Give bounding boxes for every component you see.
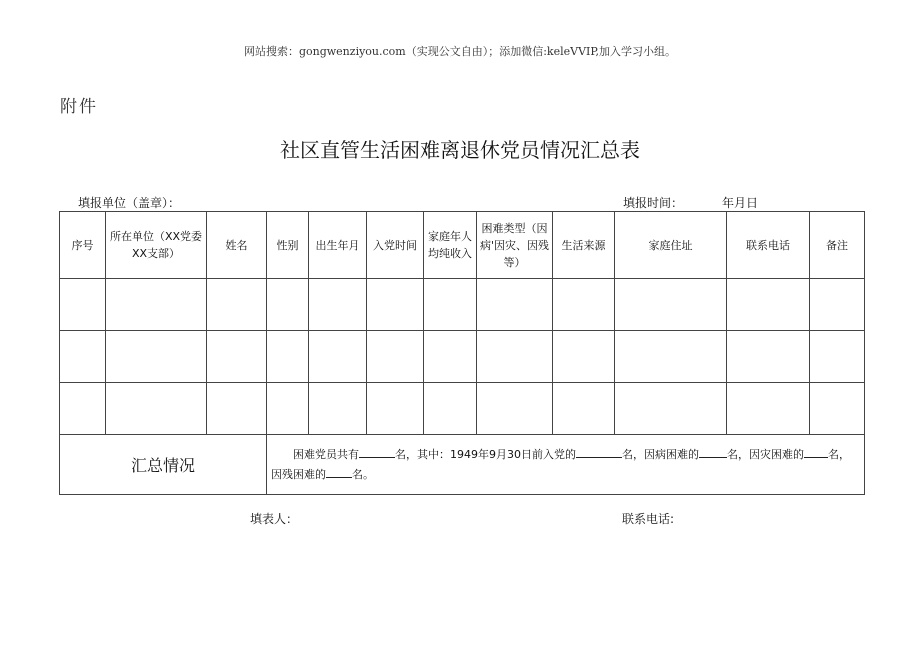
summary-part: 名，因残困难的 [271,447,850,481]
contact-phone-label: 联系电话: [622,512,675,526]
preparer-label: 填表人： [250,512,299,526]
table-cell[interactable] [553,331,615,383]
table-cell[interactable] [615,331,727,383]
table-cell[interactable] [106,383,207,435]
table-cell[interactable] [267,279,309,331]
table-cell[interactable] [477,383,553,435]
summary-part: 名，其中：1949年9月30日前入党的 [395,447,576,461]
header-note: 网站搜索：gongwenziyou.com（实现公文自由）；添加微信:keleVVIP,加入学习小组。 [243,45,677,58]
table-cell[interactable] [309,279,367,331]
blank-illness[interactable] [699,446,727,458]
header-index: 序号 [60,212,106,279]
blank-disability[interactable] [326,466,352,478]
table-cell[interactable] [477,279,553,331]
table-cell[interactable] [727,383,810,435]
table-cell[interactable] [615,279,727,331]
unit-label: 填报单位（盖章）： [78,196,181,210]
header-difficulty-type: 困难类型（因病'因灾、因残等） [477,212,553,279]
header-address: 家庭住址 [615,212,727,279]
table-cell[interactable] [424,279,477,331]
table-cell[interactable] [267,331,309,383]
table-cell[interactable] [60,279,106,331]
table-cell[interactable] [727,279,810,331]
table-cell[interactable] [106,331,207,383]
table-cell[interactable] [810,331,865,383]
summary-part: 名。 [352,467,374,481]
table-row [60,383,865,435]
summary-part: 名，因灾困难的 [727,447,804,461]
table-cell[interactable] [553,279,615,331]
date-label: 填报时间： [623,196,684,210]
table-cell[interactable] [367,383,424,435]
table-cell[interactable] [810,279,865,331]
header-income: 家庭年人均纯收入 [424,212,477,279]
summary-text[interactable] [267,435,865,495]
table-cell[interactable] [106,279,207,331]
table-cell[interactable] [615,383,727,435]
table-cell[interactable] [367,331,424,383]
header-birth: 出生年月 [309,212,367,279]
attachment-label: 附件 [60,97,98,117]
header-unit: 所在单位（XX党委XX支部） [106,212,207,279]
summary-part: 名，因病困难的 [622,447,699,461]
summary-row [60,435,865,495]
header-living-source: 生活来源 [553,212,615,279]
table-cell[interactable] [207,331,267,383]
table-row [60,331,865,383]
table-cell[interactable] [60,331,106,383]
table-cell[interactable] [424,331,477,383]
table-cell[interactable] [309,383,367,435]
table-cell[interactable] [477,331,553,383]
table-cell[interactable] [727,331,810,383]
table-cell[interactable] [267,383,309,435]
table-cell[interactable] [810,383,865,435]
header-remarks: 备注 [810,212,865,279]
blank-total[interactable] [359,446,395,458]
table-cell[interactable] [553,383,615,435]
header-gender: 性别 [267,212,309,279]
summary-label: 汇总情况 [60,435,267,495]
table-cell[interactable] [309,331,367,383]
table-cell[interactable] [207,279,267,331]
header-join-date: 入党时间 [367,212,424,279]
date-value: 年月日 [722,196,759,210]
blank-disaster[interactable] [804,446,828,458]
table-cell[interactable] [367,279,424,331]
blank-pre1949[interactable] [576,446,622,458]
header-phone: 联系电话 [727,212,810,279]
table-cell[interactable] [424,383,477,435]
summary-table [59,211,865,495]
summary-part: 困难党员共有 [293,447,359,461]
table-cell[interactable] [60,383,106,435]
table-row [60,279,865,331]
header-name: 姓名 [207,212,267,279]
page-title: 社区直管生活困难离退休党员情况汇总表 [280,138,640,162]
table-cell[interactable] [207,383,267,435]
table-header-row [60,212,865,279]
